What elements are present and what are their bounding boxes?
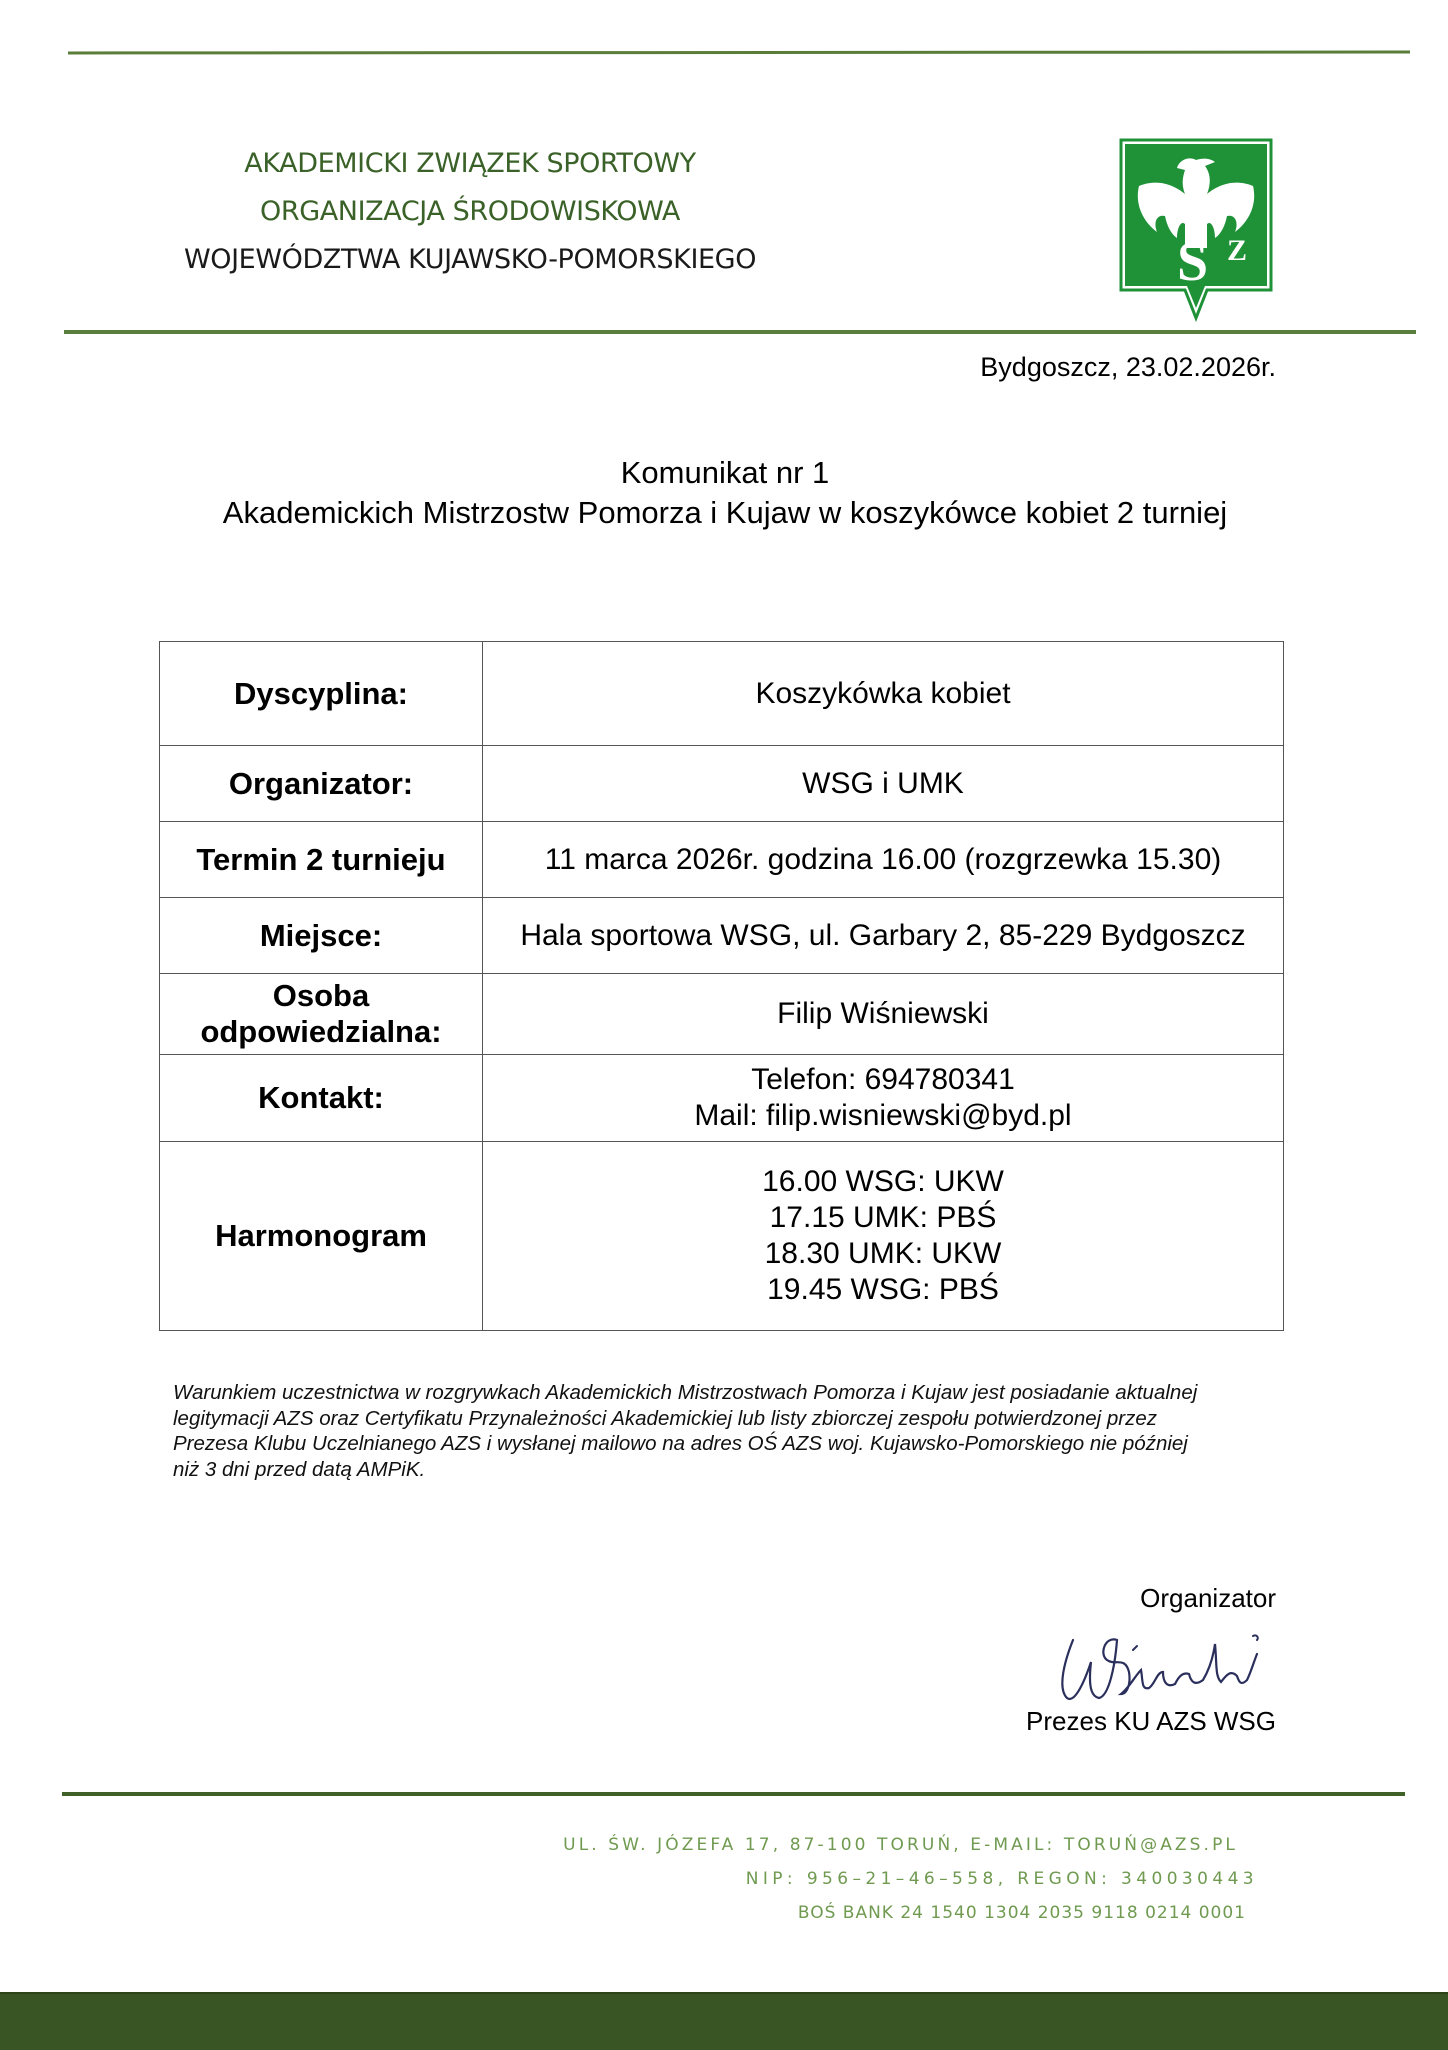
row-label-line: Osoba [272, 978, 370, 1013]
row-label: Termin 2 turnieju [160, 822, 483, 898]
signature-title: Prezes KU AZS WSG [1026, 1706, 1276, 1736]
table-row [160, 1142, 1284, 1331]
footer-bar [0, 1992, 1448, 2050]
conditions-line: Prezesa Klubu Uczelnianego AZS i wysłanej mailowo na adres OŚ AZS woj. Kujawsko-Pomorskiego nie później [173, 1432, 1188, 1455]
contact-phone: Telefon: 694780341 [751, 1063, 1015, 1096]
org-line-2: ORGANIZACJA ŚRODOWISKOWA [259, 196, 680, 227]
footer-address: UL. ŚW. JÓZEFA 17, 87-100 TORUŃ, E-MAIL: TORUŃ@AZS.PL [563, 1835, 1238, 1855]
handwritten-signature-icon [1045, 1610, 1280, 1710]
row-value [483, 1142, 1284, 1331]
participation-conditions [173, 1380, 1293, 1482]
row-value: Filip Wiśniewski [483, 974, 1284, 1055]
logo-letter-a: A [1141, 234, 1163, 267]
row-label: Harmonogram [160, 1142, 483, 1331]
schedule-item: 19.45 WSG: PBŚ [767, 1273, 999, 1306]
footer-nip-regon: NIP: 956–21–46–558, REGON: 340030443 [745, 1869, 1258, 1889]
table-row [160, 898, 1284, 974]
conditions-line: niż 3 dni przed datą AMPiK. [173, 1457, 426, 1481]
top-divider [68, 51, 1410, 55]
table-row [160, 746, 1284, 822]
info-table [159, 641, 1284, 1331]
org-line-3: WOJEWÓDZTWA KUJAWSKO-POMORSKIEGO [183, 244, 757, 275]
contact-email[interactable]: Mail: filip.wisniewski@byd.pl [694, 1099, 1072, 1132]
row-value: 11 marca 2026r. godzina 16.00 (rozgrzewka 15.30) [483, 822, 1284, 898]
row-label: Miejsce: [160, 898, 483, 974]
footer-divider [62, 1792, 1405, 1796]
conditions-line: Warunkiem uczestnictwa w rozgrywkach Akademickich Mistrzostwach Pomorza i Kujaw jest posiadanie aktualnej [173, 1381, 1198, 1404]
row-label: Dyscyplina: [160, 642, 483, 746]
organization-name [100, 140, 840, 284]
azs-eagle-logo-icon [1119, 138, 1273, 322]
logo-letter-s: S [1177, 231, 1209, 293]
row-value: WSG i UMK [483, 746, 1284, 822]
footer-bank-account: BOŚ BANK 24 1540 1304 2035 9118 0214 0001 [797, 1903, 1246, 1923]
row-label-line: odpowiedzialna: [200, 1014, 442, 1049]
place-date: Bydgoszcz, 23.02.2026r. [980, 352, 1276, 382]
header-divider [64, 330, 1416, 334]
signature-role: Organizator [1140, 1583, 1276, 1613]
schedule-item: 16.00 WSG: UKW [762, 1165, 1004, 1198]
document-title: Komunikat nr 1 [620, 455, 830, 490]
conditions-line: legitymacji AZS oraz Certyfikatu Przynależności Akademickiej lub listy zbiorczej zespołu potwierdzonej przez [173, 1406, 1158, 1430]
row-value: Koszykówka kobiet [483, 642, 1284, 746]
schedule-item: 18.30 UMK: UKW [764, 1237, 1002, 1270]
table-row [160, 822, 1284, 898]
table-row [160, 642, 1284, 746]
document-subtitle: Akademickich Mistrzostw Pomorza i Kujaw w koszykówce kobiet 2 turniej [222, 495, 1228, 530]
row-label: Kontakt: [160, 1055, 483, 1142]
table-row [160, 1055, 1284, 1142]
row-value: Hala sportowa WSG, ul. Garbary 2, 85-229 Bydgoszcz [483, 898, 1284, 974]
schedule-item: 17.15 UMK: PBŚ [769, 1201, 997, 1234]
row-value [483, 1055, 1284, 1142]
row-label [160, 974, 483, 1055]
table-row [160, 974, 1284, 1055]
row-label: Organizator: [160, 746, 483, 822]
org-line-1: AKADEMICKI ZWIĄZEK SPORTOWY [244, 148, 696, 179]
logo-letter-z: Z [1227, 234, 1248, 267]
